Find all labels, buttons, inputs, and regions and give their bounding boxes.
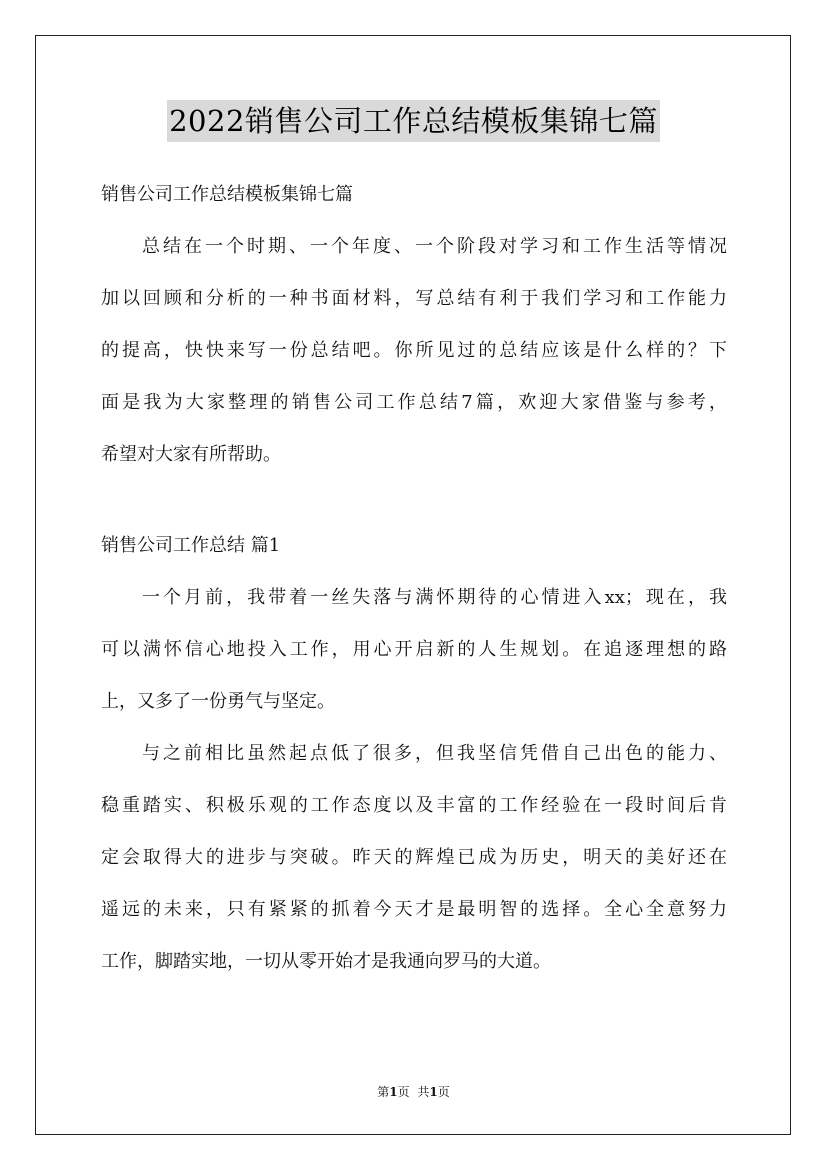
document-subtitle: 销售公司工作总结模板集锦七篇 (101, 184, 353, 205)
text-line: 稳重踏实、积极乐观的工作态度以及丰富的工作经验在一段时间后肯 (101, 795, 727, 816)
text-line: 总结在一个时期、一个年度、一个阶段对学习和工作生活等情况 (142, 236, 727, 257)
text-line: 遥远的未来，只有紧紧的抓着今天才是最明智的选择。全心全意努力 (101, 899, 727, 920)
page-total: 1 (429, 1085, 438, 1099)
document-title: 2022销售公司工作总结模板集锦七篇 (167, 100, 660, 142)
text-line: 面是我为大家整理的销售公司工作总结7篇，欢迎大家借鉴与参考， (101, 392, 727, 413)
text-line: 的提高，快快来写一份总结吧。你所见过的总结应该是什么样的？下 (101, 340, 727, 361)
text-line: 希望对大家有所帮助。 (101, 444, 281, 465)
paragraph-1 (101, 578, 727, 721)
intro-paragraph (101, 227, 727, 474)
text-line: 定会取得大的进步与突破。昨天的辉煌已成为历史，明天的美好还在 (101, 847, 727, 868)
text-line: 上，又多了一份勇气与坚定。 (101, 691, 335, 712)
text-line: 可以满怀信心地投入工作，用心开启新的人生规划。在追逐理想的路 (101, 639, 727, 660)
page-prefix: 第 (377, 1085, 390, 1099)
total-prefix: 共 (417, 1085, 430, 1099)
section-heading: 销售公司工作总结 篇1 (101, 535, 281, 556)
page-footer (0, 1084, 827, 1100)
text-line: 一个月前，我带着一丝失落与满怀期待的心情进入xx；现在，我 (142, 587, 727, 608)
total-suffix: 页 (437, 1085, 450, 1099)
text-line: 工作，脚踏实地，一切从零开始才是我通向罗马的大道。 (101, 951, 551, 972)
paragraph-2 (101, 734, 727, 981)
title-area (0, 100, 827, 142)
document-body (101, 175, 727, 981)
page-suffix: 页 (397, 1085, 410, 1099)
text-line: 加以回顾和分析的一种书面材料，写总结有利于我们学习和工作能力 (101, 288, 727, 309)
page-current: 1 (389, 1085, 398, 1099)
text-line: 与之前相比虽然起点低了很多，但我坚信凭借自己出色的能力、 (142, 743, 727, 764)
